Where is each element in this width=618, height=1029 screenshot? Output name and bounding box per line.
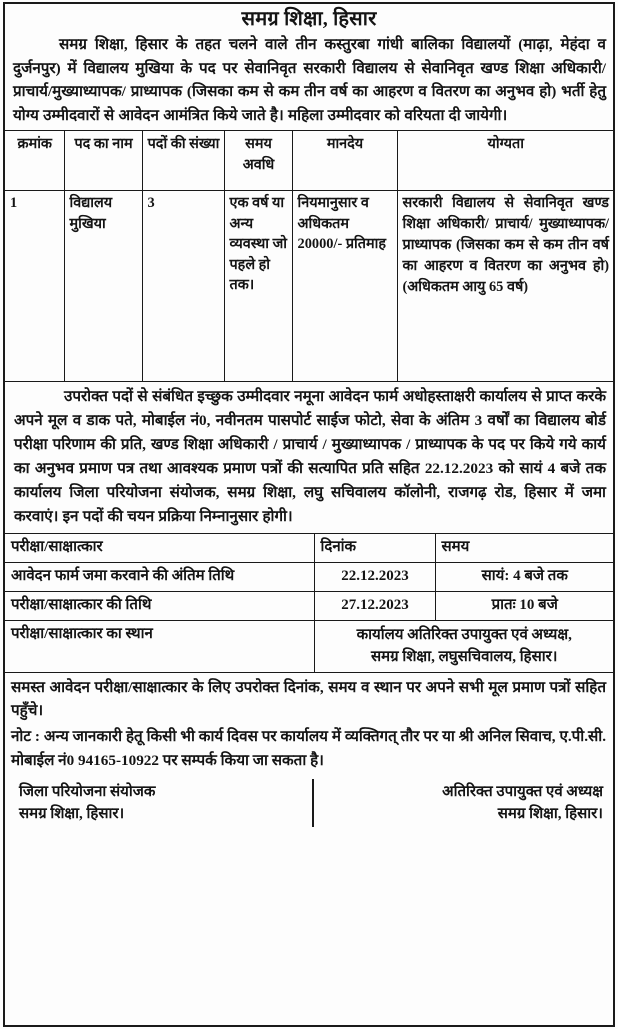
table-row (5, 191, 613, 382)
application-procedure-paragraph: उपरोक्त पदों से संबंधित इच्छुक उम्मीदवार नमूना आवेदन फार्म अधोहस्ताक्षरी कार्यालय से प्राप्त करके अपने मूल व डाक पते, मोबाईल नं0, नवीनतम पासपोर्ट साईज फोटो, सेवा के अंतिम 3 वर्षों का विद्यालय बोर्ड परीक्षा परिणाम की प्रति, खण्ड शिक्षा अधिकारी / प्राचार्य / मुख्याध्यापक / प्राध्यापक के पद पर किये गये कार्य का अनुभव प्रमाण पत्र तथा आवश्यक प्रमाण पत्रों की सत्यापित प्रति सहित 22.12.2023 को सायं 4 बजे तक कार्यालय जिला परियोजना संयोजक, समग्र शिक्षा, लघु सचिवालय कॉलोनी, राजगढ़ रोड, हिसार में जमा करवाएं। इन पदों की चयन प्रक्रिया निम्नानुसार होगी। (5, 382, 613, 534)
venue-line-1: कार्यालय अतिरिक्त उपायुक्त एवं अध्यक्ष, (356, 626, 572, 643)
note-paragraph: नोट : अन्य जानकारी हेतू किसी भी कार्य दिवस पर कार्यालय में व्यक्तिगत् तौर पर या श्री अनिल सिवाच, ए.पी.सी. मोबाईल नं0 94165-10922 पर सम्पर्क किया जा सकता है। (11, 727, 606, 769)
table-row (5, 591, 613, 620)
cell-event-last-date: आवेदन फार्म जमा करवाने की अंतिम तिथि (5, 563, 314, 592)
venue-line-2: समग्र शिक्षा, लघुसचिवालय, हिसार। (371, 649, 558, 666)
schedule-table (5, 534, 613, 672)
signature-block-left (19, 782, 155, 826)
signature-right-designation: अतिरिक्त उपायुक्त एवं अध्यक्ष (442, 783, 603, 800)
cell-time-last-date: सायं: 4 बजे तक (435, 563, 613, 592)
signature-left-designation: जिला परियोजना संयोजक (19, 783, 156, 800)
posts-table-wrapper (5, 130, 613, 382)
cell-time-exam-date: प्रातः 10 बजे (435, 591, 613, 620)
posts-table (5, 131, 613, 382)
column-header-sr-no: क्रमांक (5, 131, 64, 191)
instruction-paragraph: समस्त आवेदन परीक्षा/साक्षात्कार के लिए उपरोक्त दिनांक, समय व स्थान पर अपने सभी मूल प्रमाण पत्रों सहित पहुँचे। (11, 678, 606, 720)
schedule-header-row (5, 534, 613, 562)
table-row (5, 563, 613, 592)
signature-area (5, 773, 613, 826)
cell-honorarium: नियमानुसार व अधिकतम 20000/- प्रतिमाह (292, 191, 397, 382)
column-header-honorarium: मानदेय (292, 131, 397, 191)
cell-duration: एक वर्ष या अन्य व्यवस्था जो पहले हो तक। (224, 191, 292, 382)
column-header-post-count: पदों की संख्या (142, 131, 224, 191)
column-header-time: समय (435, 534, 613, 562)
signature-divider (312, 779, 314, 827)
cell-event-exam-date: परीक्षा/साक्षात्कार की तिथि (5, 591, 314, 620)
table-row-venue (5, 620, 613, 672)
cell-post-name: विद्यालय मुखिया (64, 191, 142, 382)
cell-event-venue: परीक्षा/साक्षात्कार का स्थान (5, 620, 314, 672)
column-header-qualification: योग्यता (397, 131, 613, 191)
column-header-post-name: पद का नाम (64, 131, 142, 191)
cell-sr-no: 1 (5, 191, 64, 382)
page-title: समग्र शिक्षा, हिसार (241, 8, 377, 30)
cell-venue-address (314, 620, 613, 672)
cell-date-exam-date: 27.12.2023 (314, 591, 435, 620)
posts-table-header-row (5, 131, 613, 191)
notice-sheet (3, 2, 615, 1027)
cell-date-last-date: 22.12.2023 (314, 563, 435, 592)
column-header-date: दिनांक (314, 534, 435, 562)
cell-post-count: 3 (142, 191, 224, 382)
column-header-duration: समय अवधि (224, 131, 292, 191)
cell-qualification: सरकारी विद्यालय से सेवानिवृत खण्ड शिक्षा अधिकारी/ प्राचार्य/ मुख्याध्यापक/ प्राध्यापक (जिसका कम से कम तीन वर्ष का आहरण व वितरण का अनुभव हो) (अधिकतम आयु 65 वर्ष) (397, 191, 613, 382)
column-header-event: परीक्षा/साक्षात्कार (5, 534, 314, 562)
intro-paragraph: समग्र शिक्षा, हिसार के तहत चलने वाले तीन कस्तुरबा गांधी बालिका विद्यालयों (माढ़ा, मेहंदा व दुर्जनपुर) में विद्यालय मुखिया के पद पर सेवानिवृत सरकारी विद्यालय से सेवानिवृत खण्ड शिक्षा अधिकारी/प्राचार्य/मुख्याध्यापक/ प्राध्यापक (जिसका कम से कम तीन वर्ष का आहरण व वितरण का अनुभव हो) भर्ती हेतु योग्य उम्मीदवारों से आवेदन आमंत्रित किये जाते है। महिला उम्मीदवार को वरियता दी जायेगी। (13, 36, 606, 124)
signature-left-office: समग्र शिक्षा, हिसार। (19, 805, 125, 822)
signature-block-right (442, 782, 603, 826)
signature-right-office: समग्र शिक्षा, हिसार। (497, 805, 603, 822)
